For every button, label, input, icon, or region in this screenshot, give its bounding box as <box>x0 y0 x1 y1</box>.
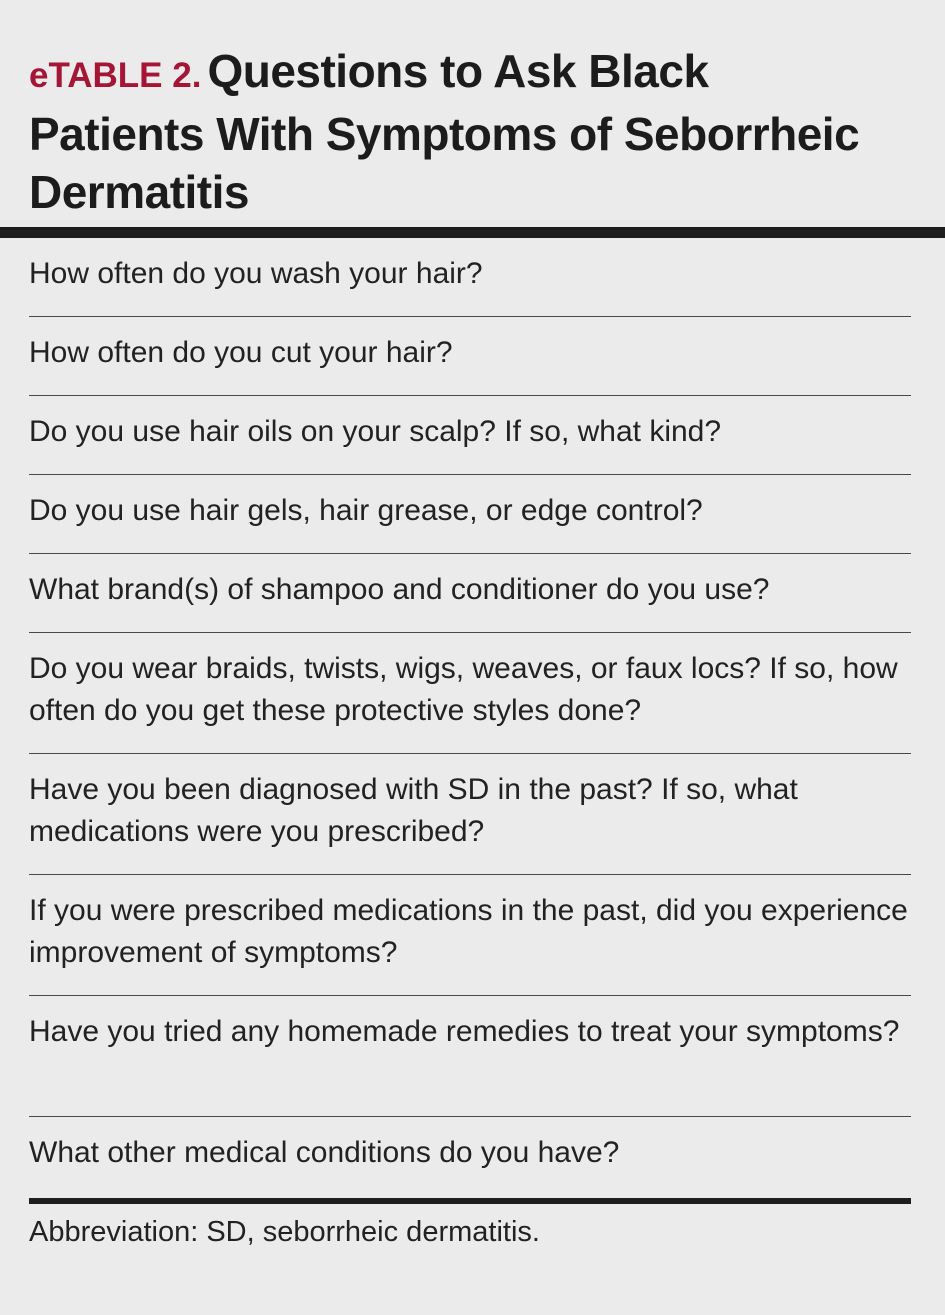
table-row: What other medical conditions do you have? <box>29 1136 620 1169</box>
table-title: Questions to Ask Black Patients With Symptoms of Seborrheic Dermatitis <box>29 45 860 218</box>
question-list <box>29 238 911 1197</box>
table-row: Have you tried any homemade remedies to treat your symptoms? <box>29 996 911 1117</box>
table-row: What brand(s) of shampoo and conditioner do you use? <box>29 554 911 633</box>
footnote: Abbreviation: SD, seborrheic dermatitis. <box>29 1216 540 1248</box>
table-row: Have you been diagnosed with SD in the past? If so, what medications were you prescribed? <box>29 754 911 875</box>
table-row: Do you wear braids, twists, wigs, weaves, or faux locs? If so, how often do you get these protective styles done? <box>29 633 911 754</box>
table-label: eTABLE 2. <box>29 56 202 95</box>
table-row: How often do you wash your hair? <box>29 238 911 317</box>
table-row: Do you use hair oils on your scalp? If so, what kind? <box>29 396 911 475</box>
table-row: Do you use hair gels, hair grease, or edge control? <box>29 475 911 554</box>
bottom-rule <box>29 1198 911 1204</box>
table-row: If you were prescribed medications in the past, did you experience improvement of symptoms? <box>29 875 911 996</box>
top-rule <box>0 227 945 238</box>
table-row: How often do you cut your hair? <box>29 317 911 396</box>
table-title-block <box>29 42 889 221</box>
